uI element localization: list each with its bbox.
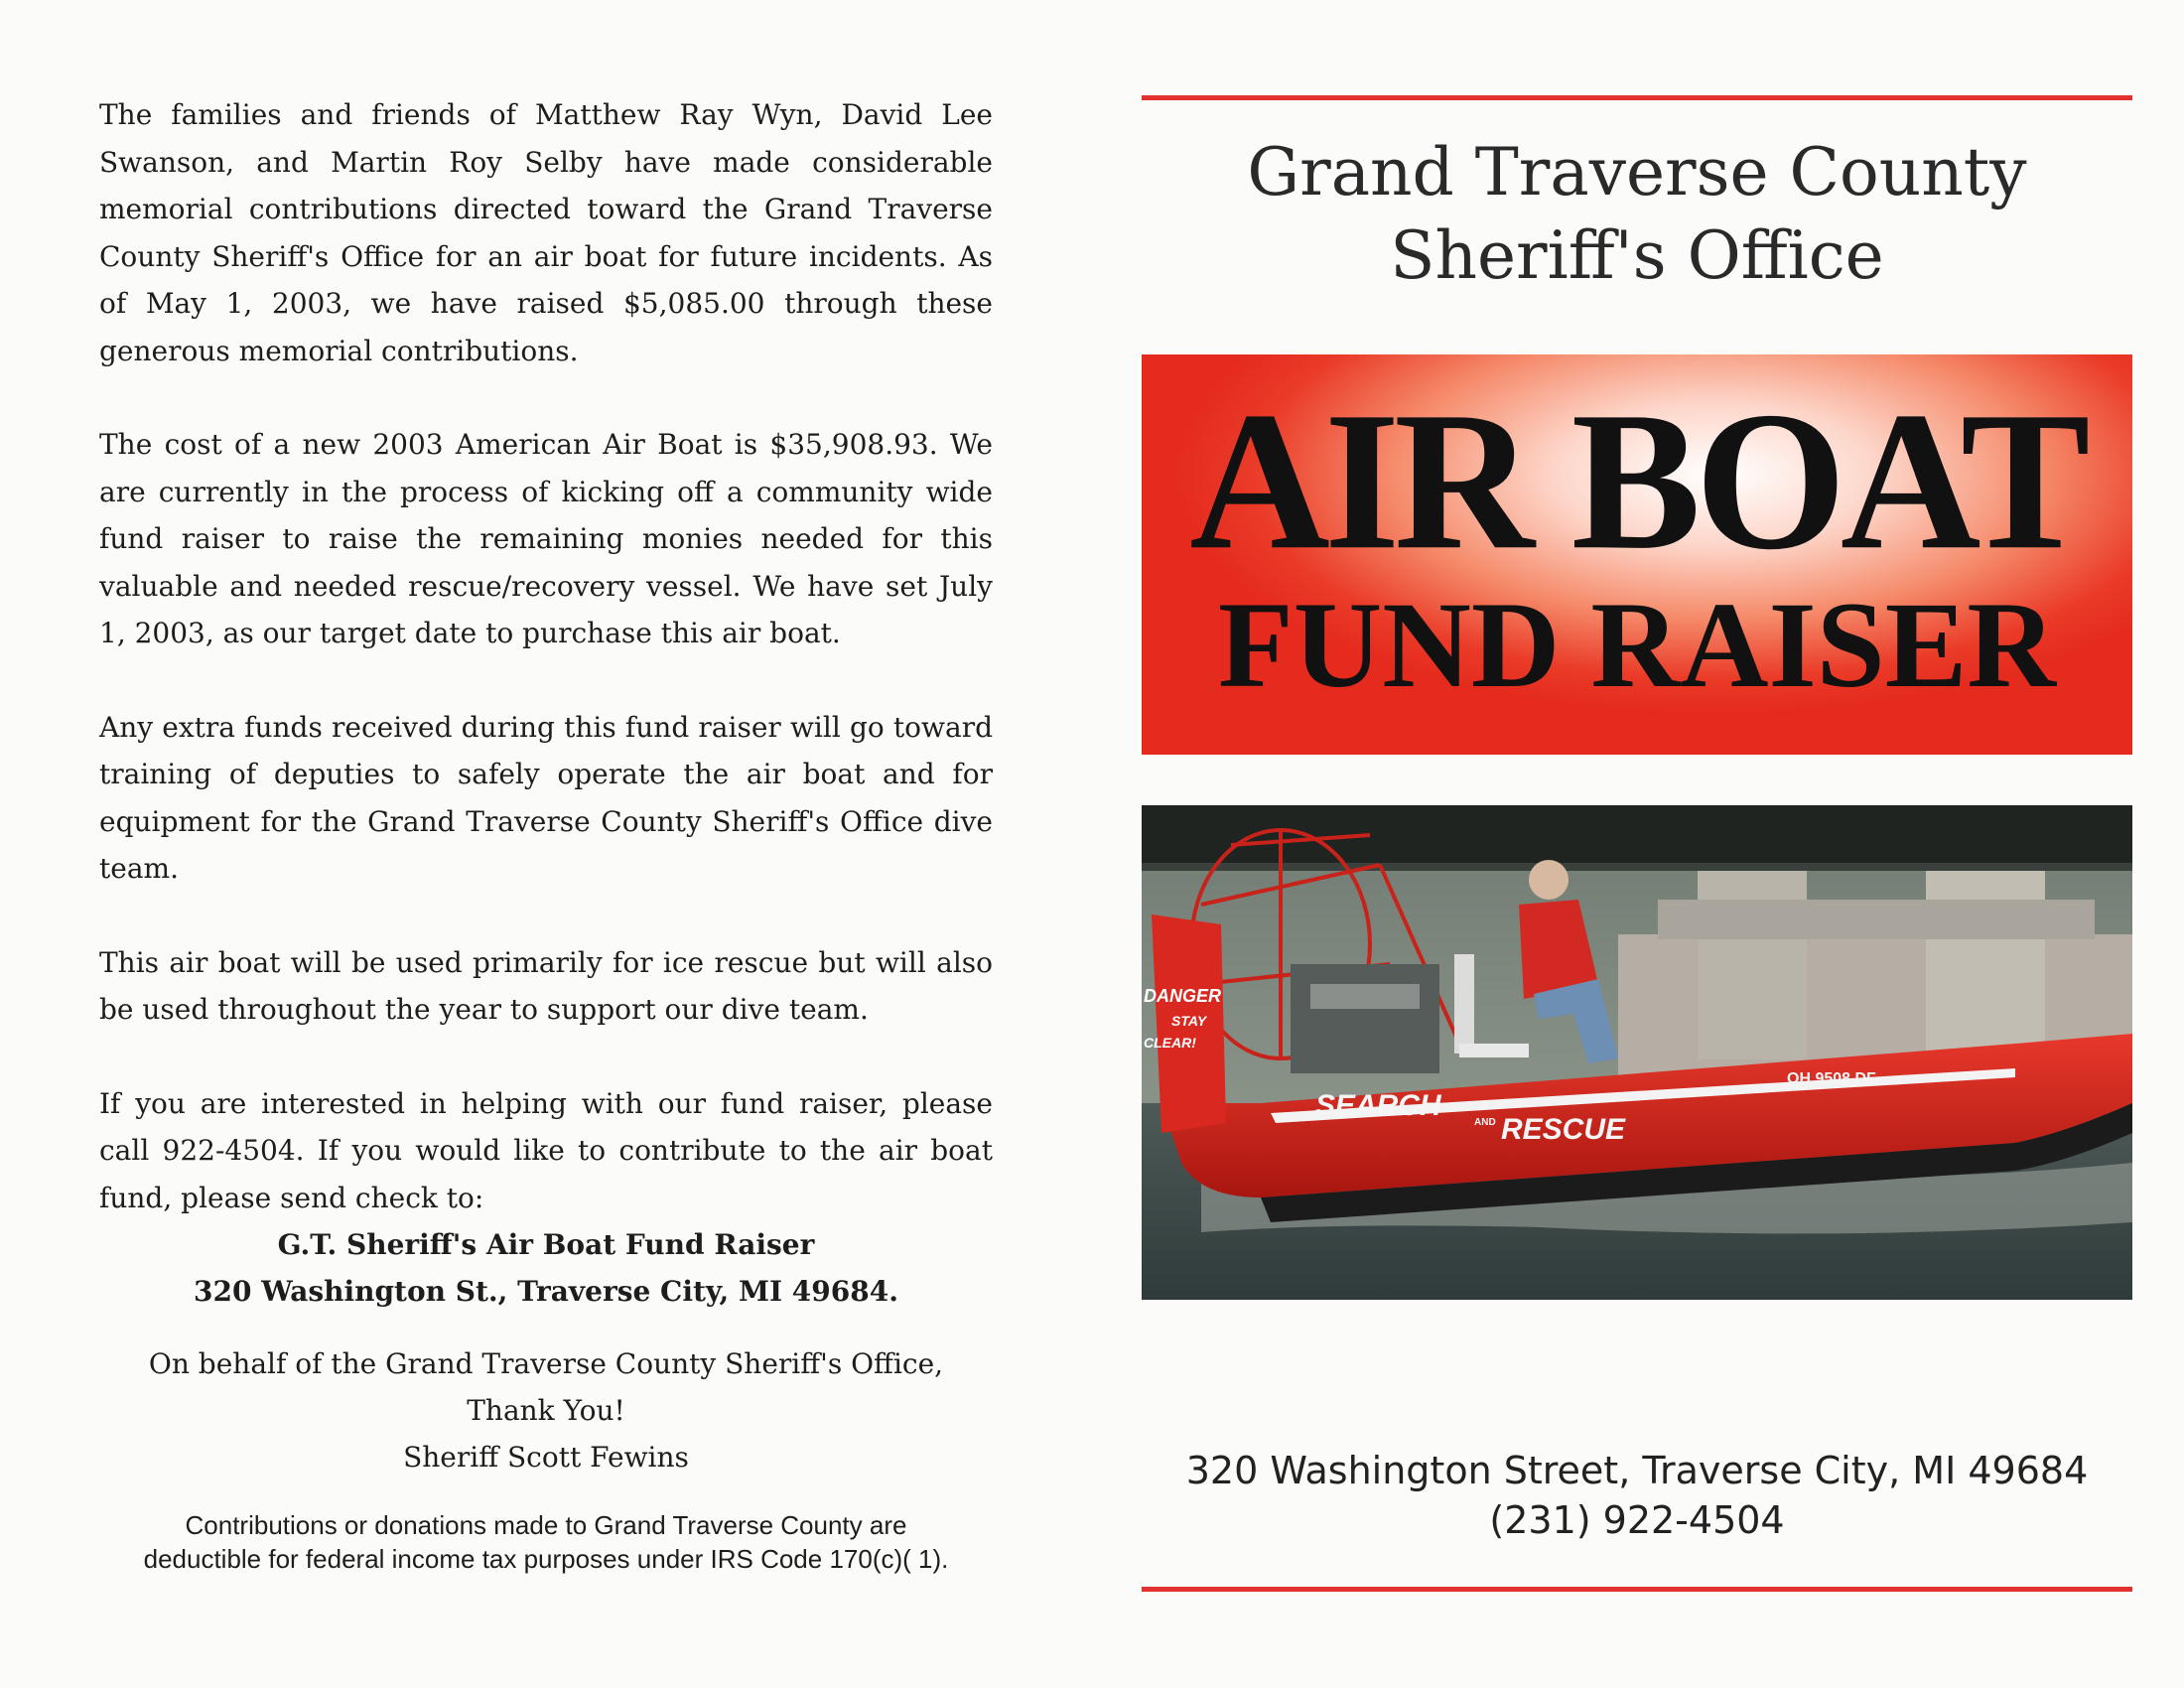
banner-headline: AIR BOAT xyxy=(1189,370,2085,592)
boat-text-rescue: RESCUE xyxy=(1501,1113,1626,1146)
driver-head xyxy=(1529,860,1569,900)
footer-address: 320 Washington Street, Traverse City, MI 49684 xyxy=(1185,1449,2089,1492)
boat-warning-line2: STAY xyxy=(1171,1013,1207,1029)
mailing-address xyxy=(99,1221,993,1315)
footer-phone: (231) 922-4504 xyxy=(1489,1498,1785,1542)
contact-footer xyxy=(1142,1446,2132,1545)
banner-subheadline: FUND RAISER xyxy=(1218,577,2056,713)
cover-title-line1: Grand Traverse County xyxy=(1247,134,2027,211)
paragraph-memorial: The families and friends of Matthew Ray Wyn, David Lee Swanson, and Martin Roy Selby have made considerable memorial contributions directed toward the Grand Traverse County Sheriff's Office for an air boat for future incidents. As of May 1, 2003, we have raised $5,085.00 through these generous memorial contributions. xyxy=(99,98,993,367)
bottom-red-rule xyxy=(1142,1587,2132,1592)
paragraph-contact: If you are interested in helping with our fund raiser, please call 922-4504. If you would like to contribute to the air boat fund, please send check to: xyxy=(99,1086,993,1214)
fund-raiser-banner xyxy=(1142,354,2132,755)
cover-title xyxy=(1142,131,2132,298)
boat-warning-line1: DANGER xyxy=(1144,986,1222,1006)
mailing-address-line1: G.T. Sheriff's Air Boat Fund Raiser xyxy=(277,1228,815,1261)
thanks-line2: Thank You! xyxy=(467,1394,625,1427)
tax-line1: Contributions or donations made to Grand Traverse County are xyxy=(185,1510,907,1540)
engine xyxy=(1291,964,1439,1073)
thanks-line1: On behalf of the Grand Traverse County Sheriff's Office, xyxy=(148,1347,944,1380)
boat-text-search: SEARCH xyxy=(1315,1089,1441,1122)
air-boat-illustration xyxy=(1142,805,2132,1300)
paragraph-usage: This air boat will be used primarily for ice rescue but will also be used throughout the year to support our dive team. xyxy=(99,945,993,1026)
cover-title-line2: Sheriff's Office xyxy=(1390,217,1884,294)
boat-warning-line3: CLEAR! xyxy=(1144,1035,1196,1051)
brochure-left-panel xyxy=(99,91,993,1576)
top-red-rule xyxy=(1142,95,2132,100)
paragraph-cost: The cost of a new 2003 American Air Boat is $35,908.93. We are currently in the process of kicking off a community wide fund raiser to raise the remaining monies needed for this valuable and needed rescue/recovery vessel. We have set July 1, 2003, as our target date to purchase this air boat. xyxy=(99,428,993,649)
air-boat-photo xyxy=(1142,805,2132,1300)
boat-registration: OH 9508 DF xyxy=(1787,1070,1876,1087)
mailing-address-line2: 320 Washington St., Traverse City, MI 49684. xyxy=(194,1275,898,1308)
thanks-signature: Sheriff Scott Fewins xyxy=(403,1441,689,1474)
brochure-cover-panel xyxy=(1142,0,2132,1688)
paragraph-extra-funds: Any extra funds received during this fund raiser will go toward training of deputies to safely operate the air boat and for equipment for the Grand Traverse County Sheriff's Office dive team. xyxy=(99,710,993,885)
thank-you-block xyxy=(99,1340,993,1480)
bridge-deck xyxy=(1142,805,2132,863)
tax-line2: deductible for federal income tax purposes under IRS Code 170(c)( 1). xyxy=(143,1544,949,1574)
boat-text-and: AND xyxy=(1474,1117,1496,1128)
tax-notice xyxy=(99,1508,993,1576)
bridge-pier xyxy=(1698,871,1807,1059)
